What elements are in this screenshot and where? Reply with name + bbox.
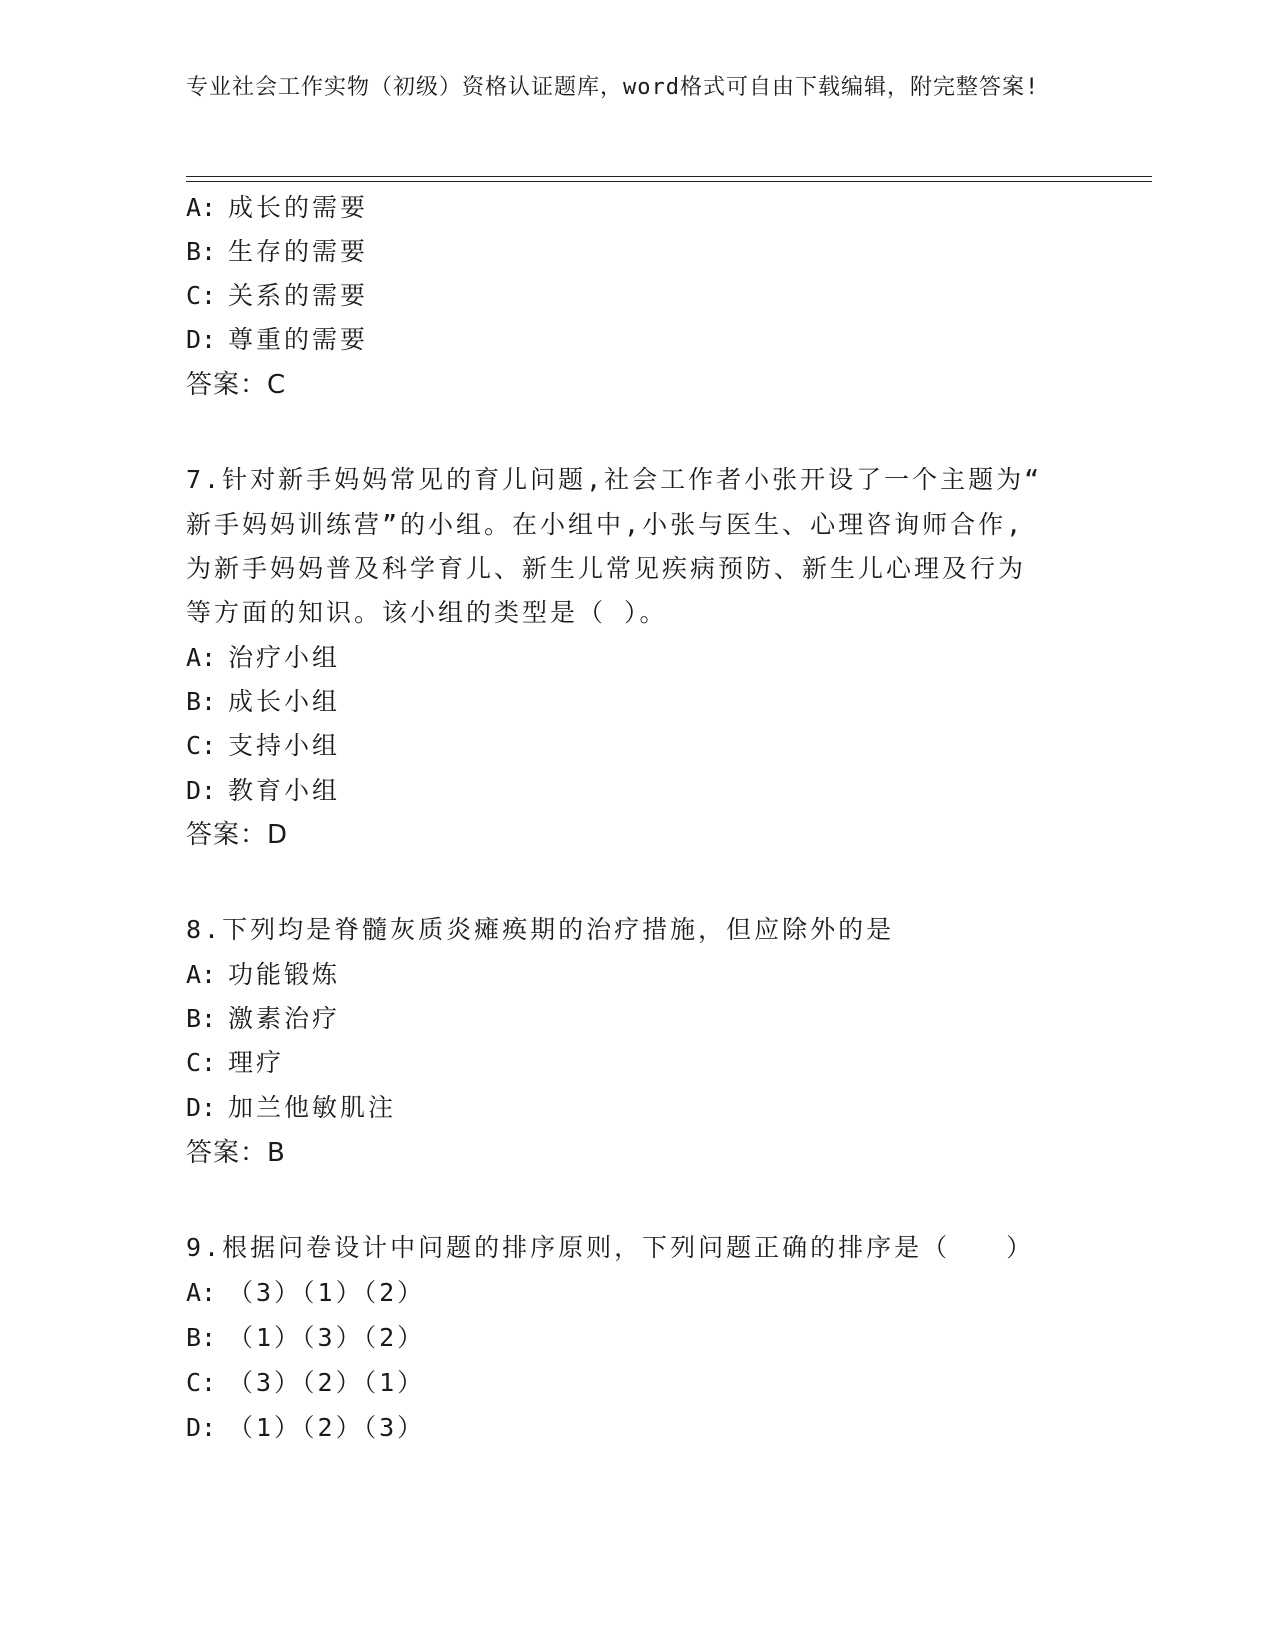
option-text: 支持小组 — [228, 731, 341, 760]
option-text: 尊重的需要 — [228, 325, 369, 354]
option-text: 关系的需要 — [228, 281, 369, 310]
answer-line: 答案：D — [186, 820, 289, 850]
option-text: （1）（3）（2） — [228, 1323, 426, 1352]
option-b — [186, 234, 368, 270]
option-letter: A: — [186, 1278, 217, 1307]
option-letter: A: — [186, 643, 217, 672]
option-text: （3）（1）（2） — [228, 1278, 426, 1307]
option-a — [186, 190, 368, 226]
option-text: 理疗 — [228, 1048, 285, 1077]
option-letter: A: — [186, 960, 217, 989]
option-letter: D: — [186, 1093, 217, 1122]
option-letter: B: — [186, 687, 217, 716]
option-a — [186, 640, 340, 676]
option-letter: B: — [186, 237, 217, 266]
option-letter: C: — [186, 1048, 217, 1077]
option-letter: D: — [186, 325, 217, 354]
question-text: 为新手妈妈普及科学育儿、新生儿常见疾病预防、新生儿心理及行为 — [186, 554, 1027, 583]
option-letter: B: — [186, 1004, 217, 1033]
option-d — [186, 773, 340, 809]
option-c — [186, 1365, 425, 1401]
option-d — [186, 322, 368, 358]
question-text: 9.根据问卷设计中问题的排序原则，下列问题正确的排序是（ ） — [186, 1233, 1035, 1262]
option-b — [186, 684, 340, 720]
option-c — [186, 278, 368, 314]
option-text: 加兰他敏肌注 — [228, 1093, 397, 1122]
option-letter: B: — [186, 1323, 217, 1352]
option-letter: C: — [186, 731, 217, 760]
option-d — [186, 1090, 396, 1126]
option-letter: C: — [186, 1368, 217, 1397]
option-d — [186, 1410, 425, 1446]
option-c — [186, 1045, 284, 1081]
option-letter: D: — [186, 776, 217, 805]
question-text: 等方面的知识。该小组的类型是（ ）。 — [186, 598, 668, 627]
option-text: 治疗小组 — [228, 643, 341, 672]
header-divider-top — [186, 176, 1152, 177]
answer-line: 答案：B — [186, 1138, 286, 1168]
option-letter: D: — [186, 1413, 217, 1442]
answer-line: 答案：C — [186, 370, 287, 400]
option-a — [186, 1275, 425, 1311]
option-text: 成长的需要 — [228, 193, 369, 222]
header-divider-bottom — [186, 181, 1152, 182]
header-note: 专业社会工作实物（初级）资格认证题库，word格式可自由下载编辑，附完整答案! — [186, 75, 1040, 100]
option-text: 教育小组 — [228, 776, 341, 805]
question-text: 7.针对新手妈妈常见的育儿问题,社会工作者小张开设了一个主题为“ — [186, 465, 1043, 494]
option-text: （3）（2）（1） — [228, 1368, 426, 1397]
option-b — [186, 1001, 340, 1037]
option-b — [186, 1320, 425, 1356]
question-text: 新手妈妈训练营”的小组。在小组中,小张与医生、心理咨询师合作, — [186, 510, 1025, 539]
option-text: （1）（2）（3） — [228, 1413, 426, 1442]
option-a — [186, 957, 340, 993]
question-text: 8.下列均是脊髓灰质炎瘫痪期的治疗措施，但应除外的是 — [186, 915, 895, 944]
option-text: 功能锻炼 — [228, 960, 341, 989]
option-letter: A: — [186, 193, 217, 222]
option-text: 生存的需要 — [228, 237, 369, 266]
option-c — [186, 728, 340, 764]
option-text: 成长小组 — [228, 687, 341, 716]
option-text: 激素治疗 — [228, 1004, 341, 1033]
option-letter: C: — [186, 281, 217, 310]
